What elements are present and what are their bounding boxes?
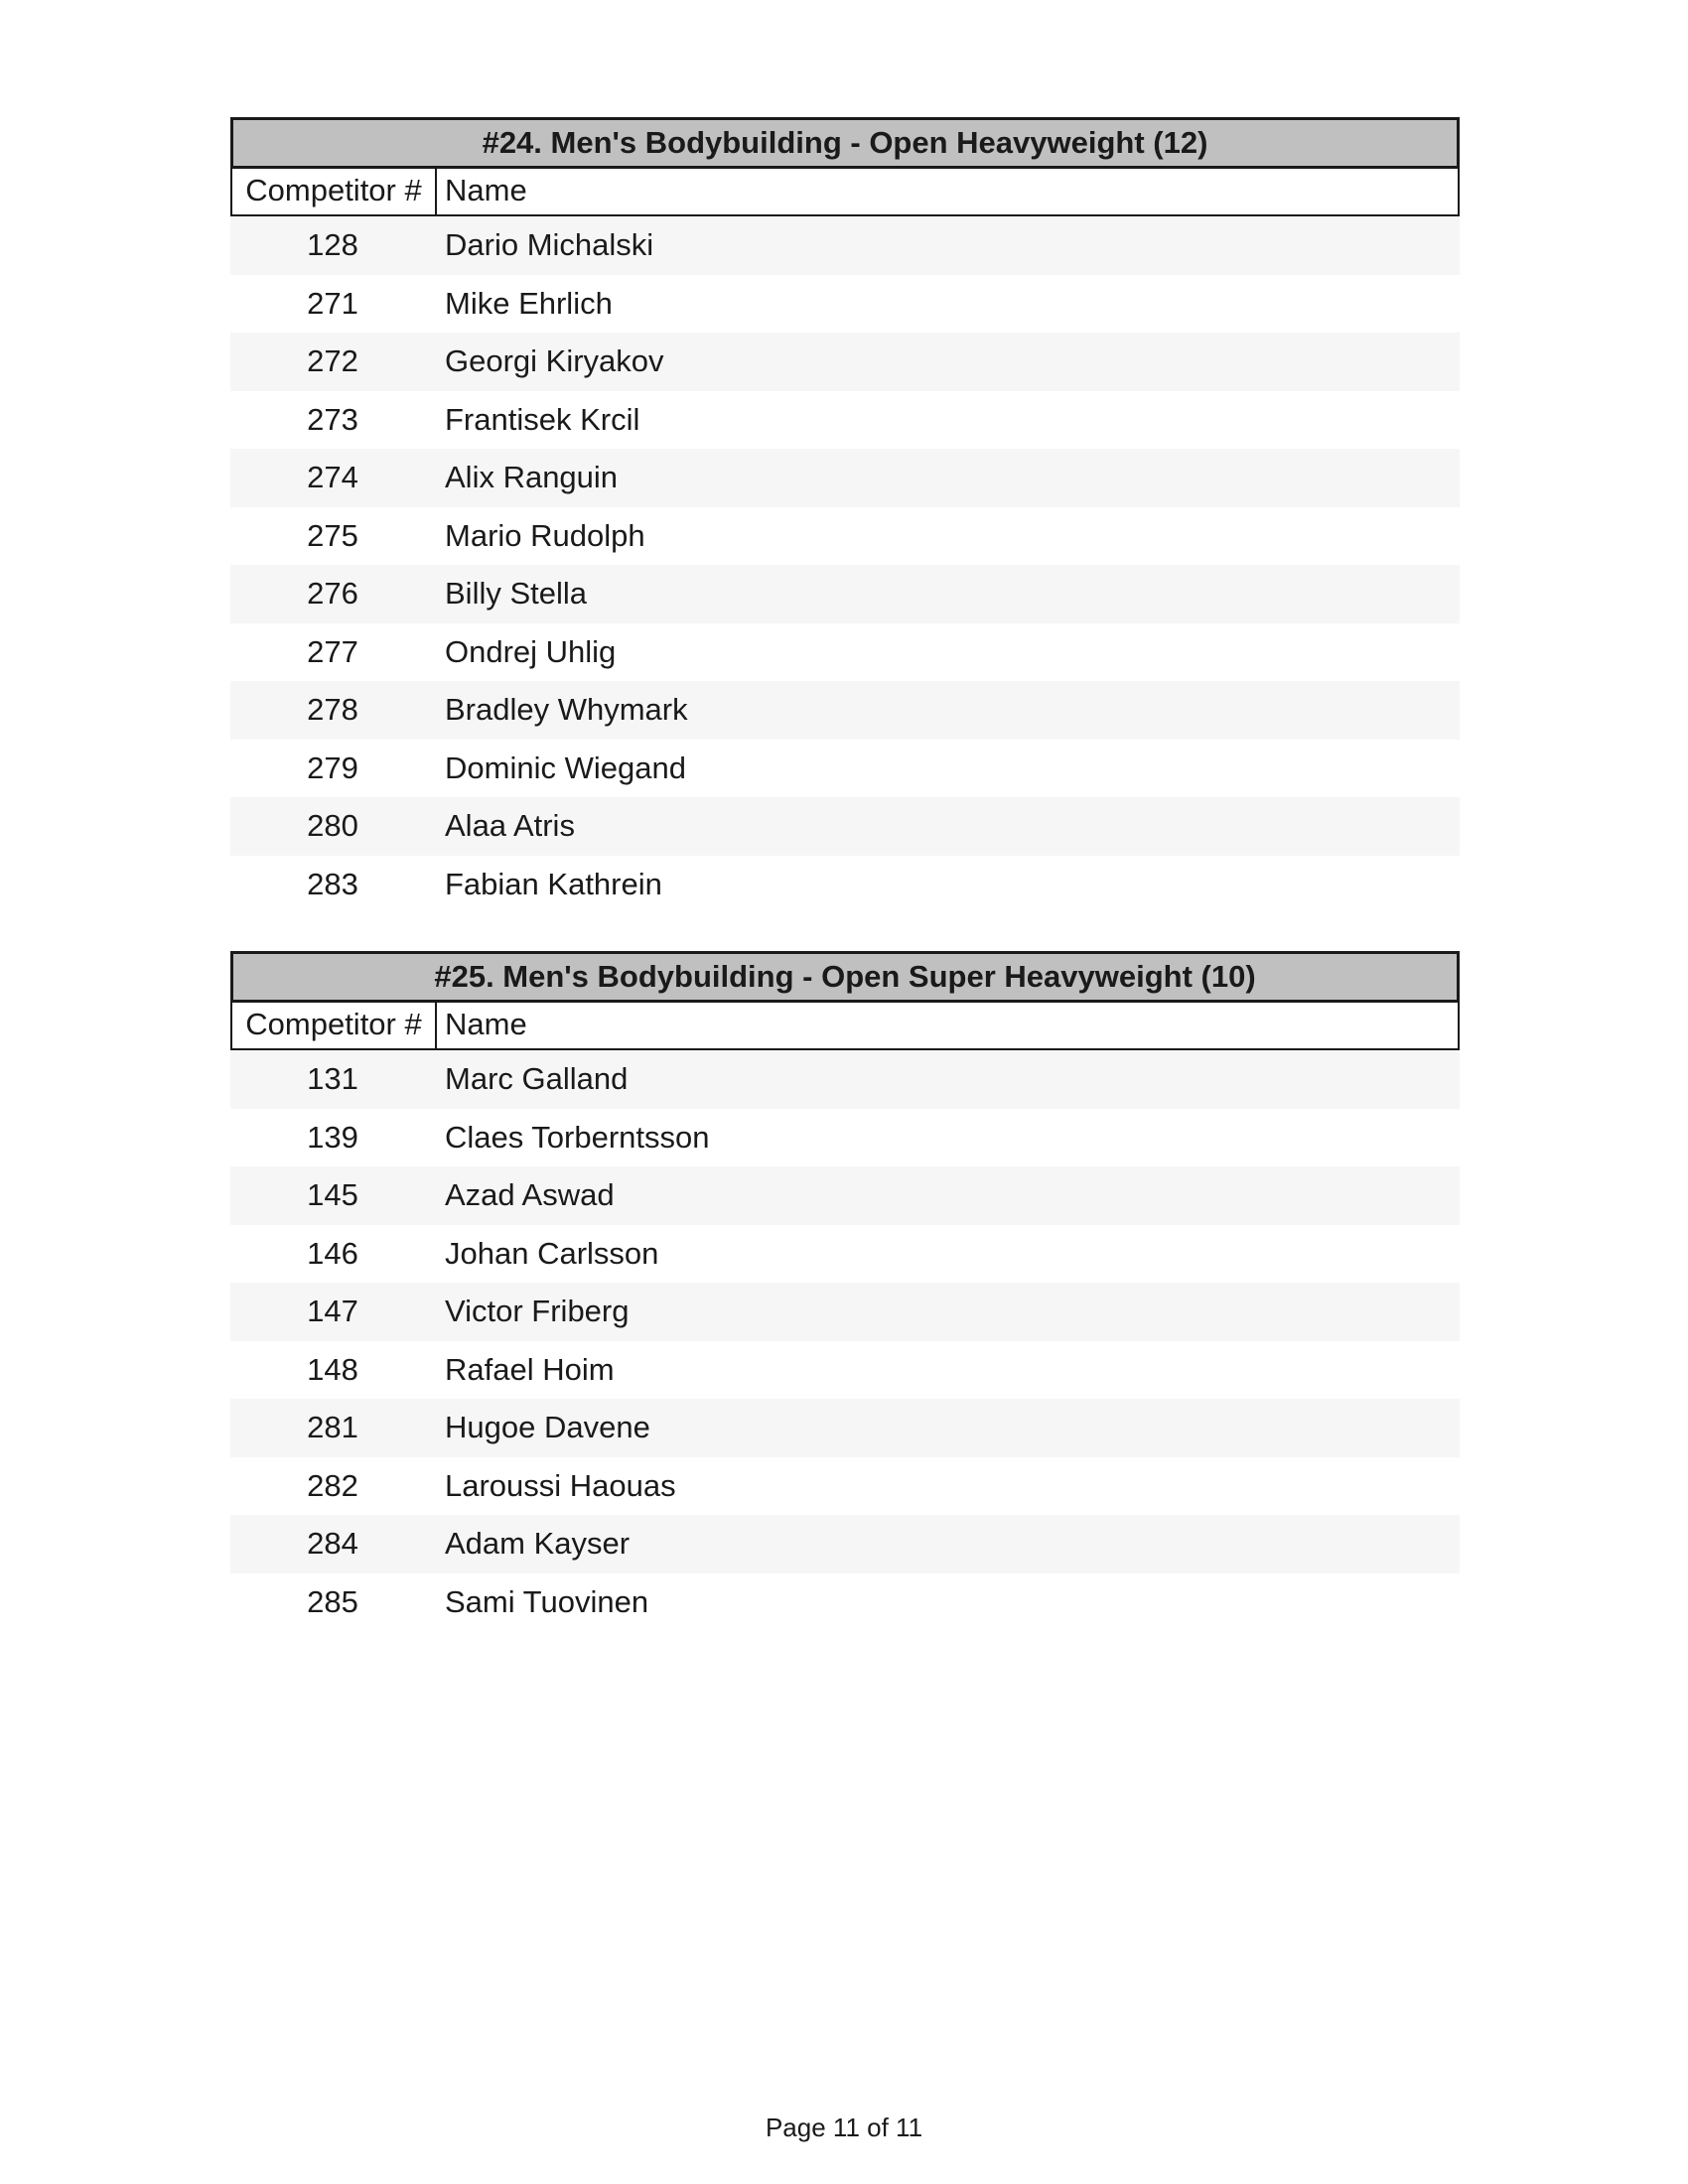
competitor-name: Laroussi Haouas: [445, 1467, 676, 1503]
competitor-name: Rafael Hoim: [445, 1351, 615, 1387]
competitor-row: [230, 1225, 1460, 1284]
competitor-name: Azad Aswad: [445, 1177, 615, 1213]
competitor-list: [230, 216, 1460, 913]
competitor-row: [230, 333, 1460, 391]
competitor-number: 139: [307, 1119, 358, 1155]
competitor-name: Dominic Wiegand: [445, 750, 686, 785]
competitor-number: 278: [307, 692, 358, 728]
competitor-name: Marc Galland: [445, 1061, 629, 1097]
competitor-name: Ondrej Uhlig: [445, 633, 617, 669]
column-header-competitor-number: Competitor #: [232, 169, 437, 214]
competitor-name: Bradley Whymark: [445, 692, 688, 728]
competitor-row: [230, 216, 1460, 275]
competitor-number: 281: [307, 1410, 358, 1445]
page-number-footer: Page 11 of 11: [765, 2113, 923, 2142]
competitor-name: Alix Ranguin: [445, 460, 619, 495]
competitor-number: 275: [307, 517, 358, 553]
competitor-row: [230, 565, 1460, 623]
competitor-row: [230, 1341, 1460, 1400]
competitor-name: Hugoe Davene: [445, 1410, 650, 1445]
competitor-row: [230, 391, 1460, 450]
competitor-name: Fabian Kathrein: [445, 866, 662, 901]
competitor-number: 282: [307, 1467, 358, 1503]
competitor-number: 280: [307, 808, 358, 844]
competitor-row: [230, 740, 1460, 798]
competitor-name: Johan Carlsson: [445, 1235, 659, 1271]
competitor-number: 272: [307, 343, 358, 379]
category-table-open-heavyweight: [230, 117, 1460, 913]
column-header-row: [230, 1003, 1460, 1050]
competitor-name: Victor Friberg: [445, 1294, 630, 1329]
column-header-row: [230, 169, 1460, 216]
competitor-number: 128: [307, 227, 358, 263]
competitor-row: [230, 1515, 1460, 1573]
competitor-name: Claes Torberntsson: [445, 1119, 710, 1155]
competitor-row: [230, 1457, 1460, 1516]
competitor-name: Sami Tuovinen: [445, 1583, 649, 1619]
competitor-row: [230, 681, 1460, 740]
category-title: #24. Men's Bodybuilding - Open Heavyweight (12): [230, 117, 1460, 169]
competitor-row: [230, 797, 1460, 856]
competitor-number: 274: [307, 460, 358, 495]
competitor-row: [230, 1399, 1460, 1457]
competitor-name: Adam Kayser: [445, 1526, 631, 1562]
competitor-number: 279: [307, 750, 358, 785]
competitor-row: [230, 1573, 1460, 1632]
competitor-row: [230, 275, 1460, 334]
competitor-row: [230, 507, 1460, 566]
competitor-number: 276: [307, 576, 358, 612]
competitor-name: Billy Stella: [445, 576, 587, 612]
competitor-number: 273: [307, 401, 358, 437]
competitor-number: 131: [307, 1061, 358, 1097]
competitor-name: Mario Rudolph: [445, 517, 645, 553]
category-table-open-super-heavyweight: [230, 951, 1460, 1631]
competitor-row: [230, 1166, 1460, 1225]
competitor-number: 148: [307, 1351, 358, 1387]
category-title: #25. Men's Bodybuilding - Open Super Heavyweight (10): [230, 951, 1460, 1003]
competitor-row: [230, 623, 1460, 682]
column-header-name: Name: [445, 1007, 527, 1041]
competitor-row: [230, 449, 1460, 507]
competitor-name: Mike Ehrlich: [445, 285, 613, 321]
competitor-number: 271: [307, 285, 358, 321]
competitor-name: Dario Michalski: [445, 227, 654, 263]
competitor-row: [230, 1283, 1460, 1341]
competitor-number: 147: [307, 1294, 358, 1329]
competitor-number: 285: [307, 1583, 358, 1619]
competitor-list: [230, 1050, 1460, 1631]
competitor-row: [230, 856, 1460, 914]
competitor-number: 283: [307, 866, 358, 901]
competitor-row: [230, 1050, 1460, 1109]
competitor-number: 284: [307, 1526, 358, 1562]
column-header-name: Name: [445, 173, 527, 207]
competitor-row: [230, 1109, 1460, 1167]
competitor-name: Frantisek Krcil: [445, 401, 640, 437]
competitor-number: 146: [307, 1235, 358, 1271]
competitor-number: 277: [307, 633, 358, 669]
column-header-competitor-number: Competitor #: [232, 1003, 437, 1048]
competitor-name: Georgi Kiryakov: [445, 343, 664, 379]
competitor-name: Alaa Atris: [445, 808, 575, 844]
competitor-number: 145: [307, 1177, 358, 1213]
